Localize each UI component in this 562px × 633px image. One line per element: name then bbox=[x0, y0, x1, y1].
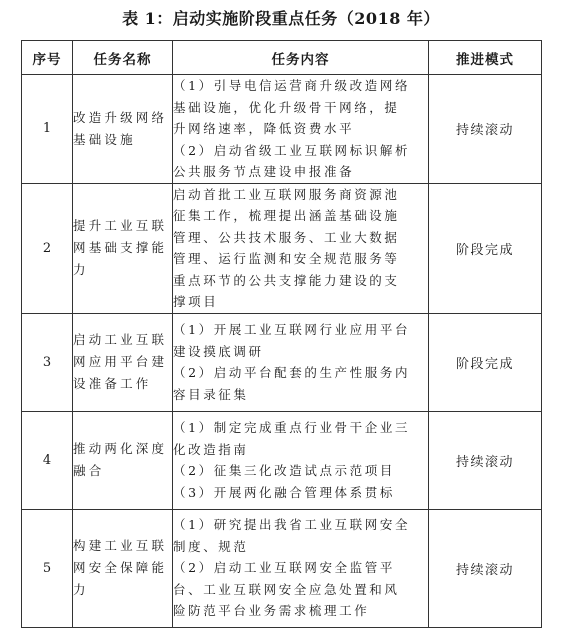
content-line: 容目录征集 bbox=[173, 386, 249, 402]
content-line: 撑项目 bbox=[173, 294, 219, 309]
content-line: （1）研究提出我省工业互联网安全 bbox=[173, 517, 411, 533]
advance-mode: 阶段完成 bbox=[429, 313, 542, 411]
task-table bbox=[21, 40, 542, 628]
content-line: 台、工业互联网安全应急处置和风 bbox=[173, 581, 400, 597]
content-line: 启动首批工业互联网服务商资源池 bbox=[173, 186, 400, 202]
content-line: 制度、规范 bbox=[173, 538, 249, 554]
content-line: 重点环节的公共支撑能力建设的支 bbox=[173, 272, 400, 288]
task-content bbox=[173, 75, 429, 184]
table-header-row bbox=[22, 41, 542, 75]
task-content bbox=[173, 411, 429, 509]
row-number: 3 bbox=[22, 313, 73, 411]
content-line: （2）启动工业互联网安全监管平 bbox=[173, 560, 395, 576]
table-row bbox=[22, 411, 542, 509]
content-line: 基础设施，优化升级骨干网络，提 bbox=[173, 99, 400, 115]
content-line: 建设摸底调研 bbox=[173, 343, 264, 359]
content-line: 征集工作，梳理提出涵盖基础设施 bbox=[173, 208, 400, 223]
task-name: 改造升级网络基础设施 bbox=[73, 75, 173, 184]
row-number: 4 bbox=[22, 411, 73, 509]
row-number: 2 bbox=[22, 183, 73, 313]
advance-mode: 持续滚动 bbox=[429, 75, 542, 184]
content-line: 升网络速率，降低资费水平 bbox=[173, 121, 355, 136]
table-row bbox=[22, 75, 542, 184]
task-content bbox=[173, 509, 429, 627]
advance-mode: 持续滚动 bbox=[429, 509, 542, 627]
content-line: （3）开展两化融合管理体系贯标 bbox=[173, 484, 395, 500]
table-row bbox=[22, 183, 542, 313]
content-line: （2）启动省级工业互联网标识解析 bbox=[173, 142, 411, 158]
content-line: （1）开展工业互联网行业应用平台 bbox=[173, 322, 411, 337]
header-mode: 推进模式 bbox=[429, 41, 542, 75]
content-line: 管理、公共技术服务、工业大数据 bbox=[173, 229, 400, 245]
task-name: 启动工业互联网应用平台建设准备工作 bbox=[73, 313, 173, 411]
content-line: （1）制定完成重点行业骨干企业三 bbox=[173, 420, 411, 435]
task-name: 构建工业互联网安全保障能力 bbox=[73, 509, 173, 627]
task-content bbox=[173, 313, 429, 411]
table-title: 表 1：启动实施阶段重点任务（2018 年） bbox=[122, 9, 440, 28]
content-line: （1）引导电信运营商升级改造网络 bbox=[173, 78, 411, 93]
content-line: 公共服务节点建设申报准备 bbox=[173, 164, 355, 179]
task-name: 推动两化深度融合 bbox=[73, 411, 173, 509]
table-row bbox=[22, 313, 542, 411]
content-line: 管理、运行监测和安全规范服务等 bbox=[173, 251, 400, 266]
advance-mode: 阶段完成 bbox=[429, 183, 542, 313]
advance-mode: 持续滚动 bbox=[429, 411, 542, 509]
content-line: （2）征集三化改造试点示范项目 bbox=[173, 463, 395, 478]
table-row bbox=[22, 509, 542, 627]
task-name: 提升工业互联网基础支撑能力 bbox=[73, 183, 173, 313]
content-line: 化改造指南 bbox=[173, 441, 249, 457]
content-line: 险防范平台业务需求梳理工作 bbox=[173, 603, 370, 619]
header-name: 任务名称 bbox=[73, 41, 173, 75]
header-content: 任务内容 bbox=[173, 41, 429, 75]
row-number: 5 bbox=[22, 509, 73, 627]
task-content bbox=[173, 183, 429, 313]
row-number: 1 bbox=[22, 75, 73, 184]
header-no: 序号 bbox=[22, 41, 73, 75]
content-line: （2）启动平台配套的生产性服务内 bbox=[173, 365, 411, 380]
